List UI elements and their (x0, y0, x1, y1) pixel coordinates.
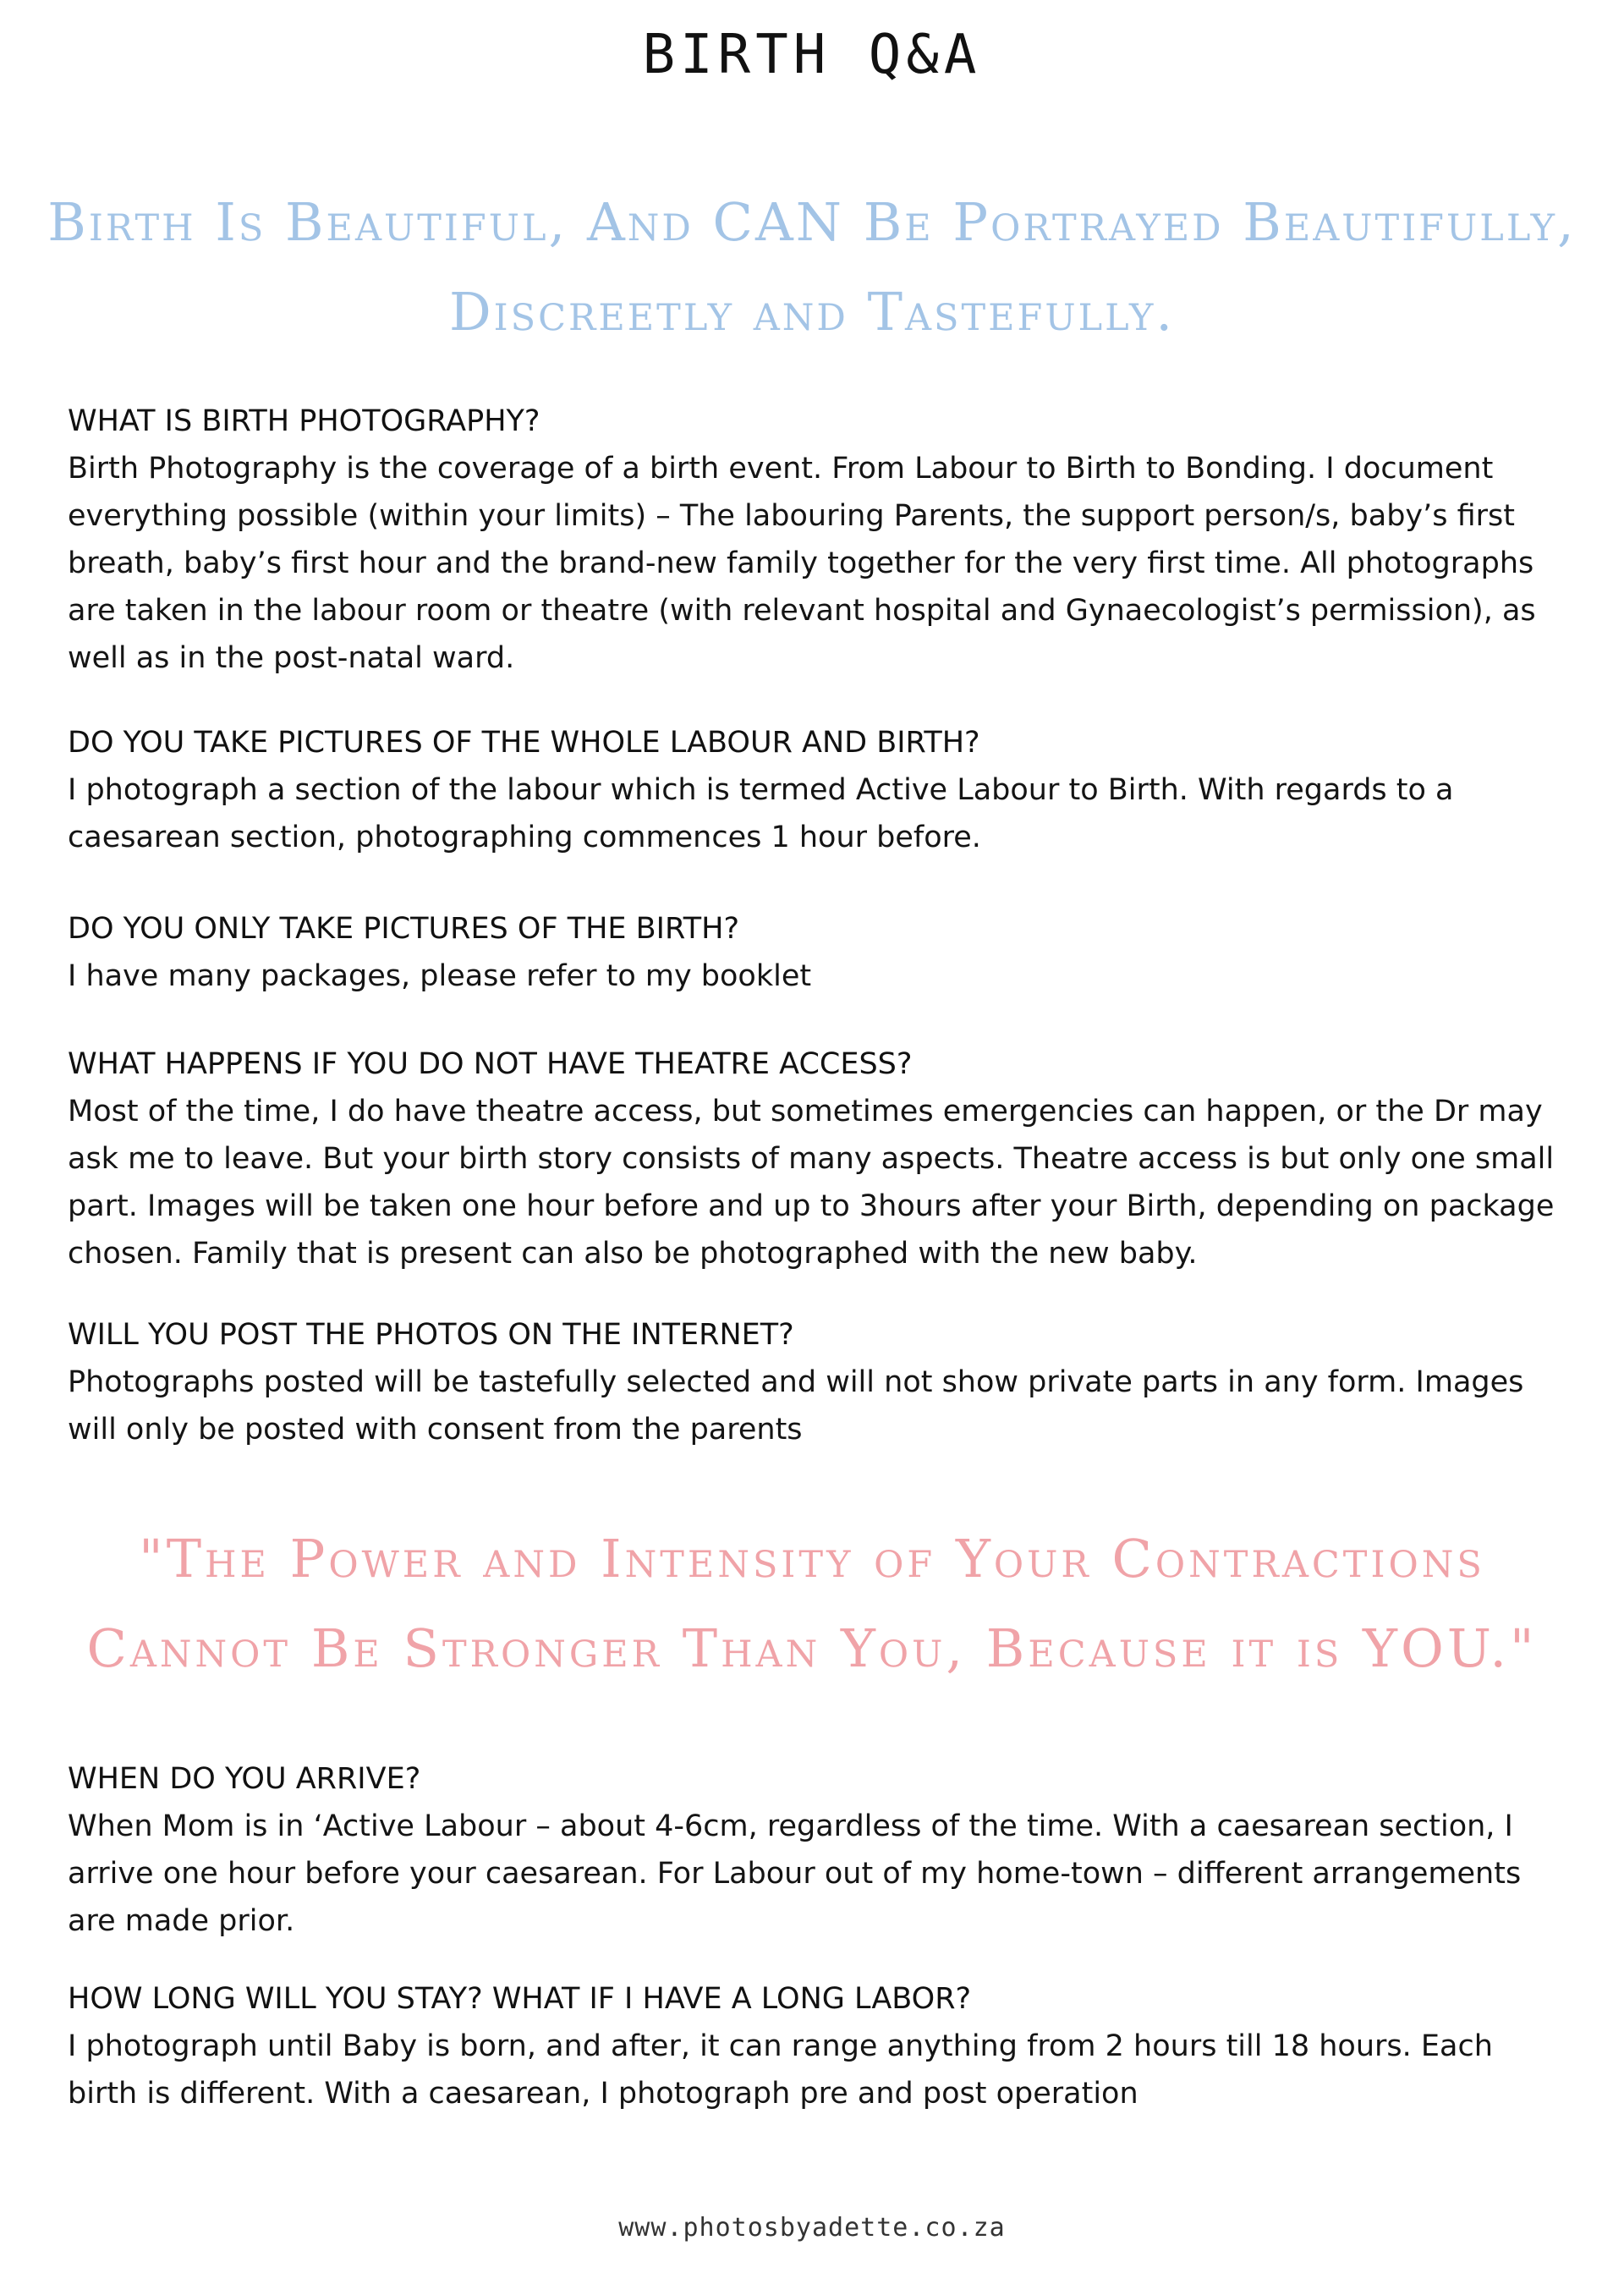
qa-item-duration (68, 1975, 1565, 2117)
qa-question: DO YOU ONLY TAKE PICTURES OF THE BIRTH? (68, 912, 740, 946)
qa-question: WHAT HAPPENS IF YOU DO NOT HAVE THEATRE ACCESS? (68, 1047, 913, 1081)
tagline-quote: Birth Is Beautiful, And CAN Be Portrayed Beautifully, Discreetly and Tastefully. (47, 191, 1577, 343)
qa-answer: Photographs posted will be tastefully selected and will not show private parts in any form. Images will only be posted with consent from the parents (68, 1365, 1524, 1447)
qa-item-what-is-birth-photography (68, 398, 1565, 682)
qa-item-only-birth (68, 905, 1565, 1000)
footer-website-url: www.photosbyadette.co.za (618, 2213, 1006, 2243)
qa-answer: I photograph a section of the labour which is termed Active Labour to Birth. With regards to a caesarean section, photographing commences 1 hour before. (68, 773, 1454, 854)
page-title: BIRTH Q&A (642, 24, 982, 86)
qa-answer: Birth Photography is the coverage of a birth event. From Labour to Birth to Bonding. I document everything possible (within your limits) – The labouring Parents, the support person/s, baby’s first breath, baby’s first hour and the brand-new family together for the very first time. All photographs are taken in the labour room or theatre (with relevant hospital and Gynaecologist’s permission), as well as in the post-natal ward. (68, 452, 1536, 675)
qa-item-internet-posting (68, 1311, 1565, 1453)
qa-question: DO YOU TAKE PICTURES OF THE WHOLE LABOUR AND BIRTH? (68, 726, 980, 760)
qa-answer: I photograph until Baby is born, and after, it can range anything from 2 hours till 18 hours. Each birth is different. With a caesarean, I photograph pre and post operation (68, 2029, 1493, 2111)
qa-answer: When Mom is in ‘Active Labour – about 4-6cm, regardless of the time. With a caesarean section, I arrive one hour before your caesarean. For Labour out of my home-town – different arrangements are made prior. (68, 1809, 1522, 1938)
qa-item-arrival (68, 1755, 1565, 1945)
qa-item-whole-labour (68, 719, 1565, 861)
qa-question: WILL YOU POST THE PHOTOS ON THE INTERNET? (68, 1318, 794, 1352)
qa-question: WHEN DO YOU ARRIVE? (68, 1762, 421, 1796)
pink-quote: "The Power and Intensity of Your Contractions Cannot Be Stronger Than You, Because it is YOU." (86, 1528, 1538, 1679)
qa-question: WHAT IS BIRTH PHOTOGRAPHY? (68, 404, 540, 438)
qa-question: HOW LONG WILL YOU STAY? WHAT IF I HAVE A LONG LABOR? (68, 1982, 972, 2016)
qa-item-theatre-access (68, 1040, 1565, 1277)
qa-answer: Most of the time, I do have theatre access, but sometimes emergencies can happen, or the Dr may ask me to leave. But your birth story consists of many aspects. Theatre access is but only one small part. Images will be taken one hour before and up to 3hours after your Birth, depending on package chosen. Family that is present can also be photographed with the new baby. (68, 1095, 1555, 1271)
qa-answer: I have many packages, please refer to my booklet (68, 959, 812, 993)
